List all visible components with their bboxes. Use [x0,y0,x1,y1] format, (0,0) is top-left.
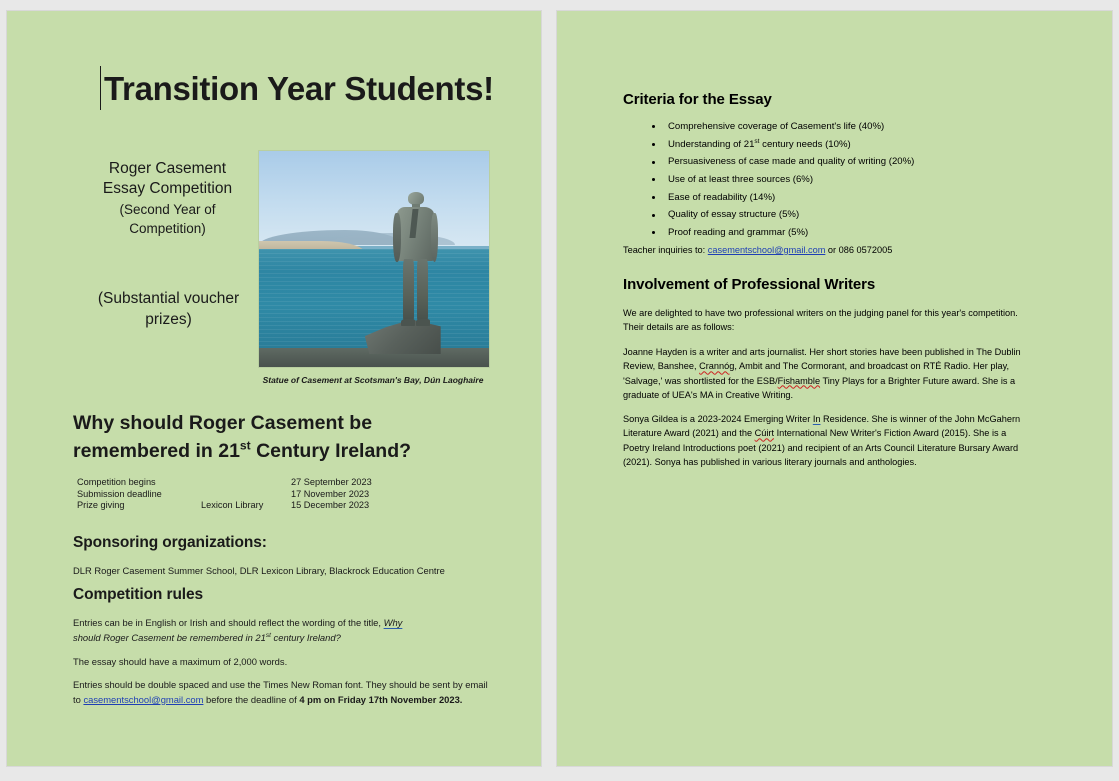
list-item [664,224,1084,242]
rule-paragraph-2: The essay should have a maximum of 2,000 words. [73,656,288,667]
intro-line-year-2: Competition) [129,220,206,236]
competition-intro-block [85,159,250,238]
text-insertion-caret [100,66,101,110]
statue-arm-right [431,213,438,261]
sponsors-list: DLR Roger Casement Summer School, DLR Lexicon Library, Blackrock Education Centre [73,565,445,576]
bio-hayden-part-2: , Ambit and The Cormorant, and broadcast on RTÉ Radio. Her play, 'Salvage,' was shortlisted for the ESB/ [623,361,1010,386]
rule-1-title-rest-post: century Ireland? [270,631,341,643]
rule-3-pre: Entries should be double spaced and use the Times New Roman font. They should be sent by email to [73,679,488,705]
intro-line-organisation: Roger Casement [108,160,227,177]
criterion-text: Understanding of 21 [668,138,755,150]
sponsors-heading: Sponsoring organizations: [73,534,267,551]
rule-3-deadline: 4 pm on Friday 17th November 2023. [299,693,463,705]
bio-gildea-part-1: Sonya Gildea is a 2023-2024 Emerging Writer [623,414,813,424]
statue-leg-right [417,259,428,322]
spell-flagged-word: Crannóg [699,361,735,372]
writer-bio-hayden [623,345,1033,402]
criterion-text: Use of at least three sources (6%) [668,174,814,186]
criterion-text: Ease of readability (14%) [668,191,776,203]
grammar-flagged-word: Why [383,617,403,628]
writers-intro-paragraph: We are delighted to have two professional writers on the judging panel for this year's competition. Their details are as follows: [623,308,1018,333]
competition-rules-heading: Competition rules [73,586,204,603]
table-row [77,489,477,501]
statue-arm-left [393,213,401,261]
list-item [664,206,1084,224]
photo-bronze-statue [392,192,438,326]
rule-1-title-ordinal: st [265,631,271,639]
schedule-label: Prize giving [77,500,125,510]
intro-line-competition: Essay Competition [102,180,233,198]
list-item [664,189,1084,207]
document-page-1[interactable] [6,10,542,767]
voucher-line-2: prizes) [145,310,192,328]
list-item [664,153,1084,171]
criterion-text: Persuasiveness of case made and quality of writing (20%) [668,156,915,168]
email-link[interactable]: casementschool@gmail.com [83,693,204,705]
essay-question-line-2-pre: remembered in 21 [73,440,240,463]
teacher-inquiries-phone: or 086 0572005 [825,245,893,255]
table-row [77,477,477,489]
schedule-venue [201,489,291,501]
bio-hayden-part-1: Joanne Hayden is a writer and arts journalist. Her short stories have been published in The Dublin Review, Banshee, [623,347,1021,372]
essay-question-heading [73,409,493,466]
criterion-text-post: century needs (10%) [759,138,851,150]
intro-line-year-1: (Second Year of [119,201,216,217]
voucher-prizes-note [81,289,256,331]
voucher-line-1: (Substantial voucher [97,290,240,307]
rule-paragraph-3 [73,678,493,708]
list-item [664,171,1084,189]
list-item [664,136,1084,154]
schedule-venue [201,477,291,489]
essay-question-line-1: Why should Roger Casement be [73,412,373,434]
schedule-date: 15 December 2023 [291,500,370,510]
bio-gildea-part-3: International New Writer's Fiction Award (2015). She is a Poetry Ireland Introductions poet (2021) and recipient of an Arts Council Literature Bursary Award (2021). Sonya has published in various literary journals and anthologies. [623,428,1019,467]
schedule-table [77,477,477,512]
criterion-text: Quality of essay structure (5%) [668,209,800,221]
statue-leg-left [403,259,414,322]
email-link[interactable]: casementschool@gmail.com [707,245,826,255]
schedule-venue: Lexicon Library [201,500,264,510]
schedule-label: Submission deadline [77,488,162,499]
rule-paragraph-1 [73,616,493,646]
rule-1-title-rest-pre: should Roger Casement be remembered in 21 [73,631,266,643]
list-item [664,118,1084,136]
bio-hayden-part-3: Tiny Plays for a Brighter Future award. She is a graduate of UEA's MA in Creative Writing. [623,375,1016,400]
bio-gildea-part-2: Residence. She is winner of the John McGahern Literature Award (2021) and the [623,414,1021,439]
statue-foot-right [416,319,430,326]
table-row [77,500,477,512]
statue-foot-left [401,319,415,326]
schedule-label: Competition begins [77,477,156,487]
photo-caption: Statue of Casement at Scotsman's Bay, Dún Laoghaire [262,375,484,385]
writers-heading: Involvement of Professional Writers [623,276,876,293]
schedule-date: 17 November 2023 [291,488,370,499]
grammar-flagged-word: In [812,414,821,424]
criterion-ordinal: st [754,137,760,145]
statue-photo [258,150,490,368]
essay-question-ordinal: st [239,438,251,453]
criterion-text: Comprehensive coverage of Casement's life (40%) [668,121,885,133]
criteria-list [640,118,1084,242]
criterion-text: Proof reading and grammar (5%) [668,227,809,239]
rule-1-pre: Entries can be in English or Irish and should reflect the wording of the title, [73,617,384,628]
teacher-inquiries-line [623,243,1033,257]
writer-bio-gildea [623,412,1033,469]
document-title-row[interactable] [100,66,494,110]
spell-flagged-word: Cúirt [754,428,775,439]
teacher-inquiries-label: Teacher inquiries to: [623,245,708,255]
schedule-date: 27 September 2023 [291,477,372,487]
rule-3-mid: before the deadline of [203,693,300,705]
page-title: Transition Year Students! [104,69,494,107]
essay-question-line-2-post: Century Ireland? [250,440,412,463]
spell-flagged-word: Fishamble [777,375,821,386]
criteria-heading: Criteria for the Essay [623,91,772,108]
